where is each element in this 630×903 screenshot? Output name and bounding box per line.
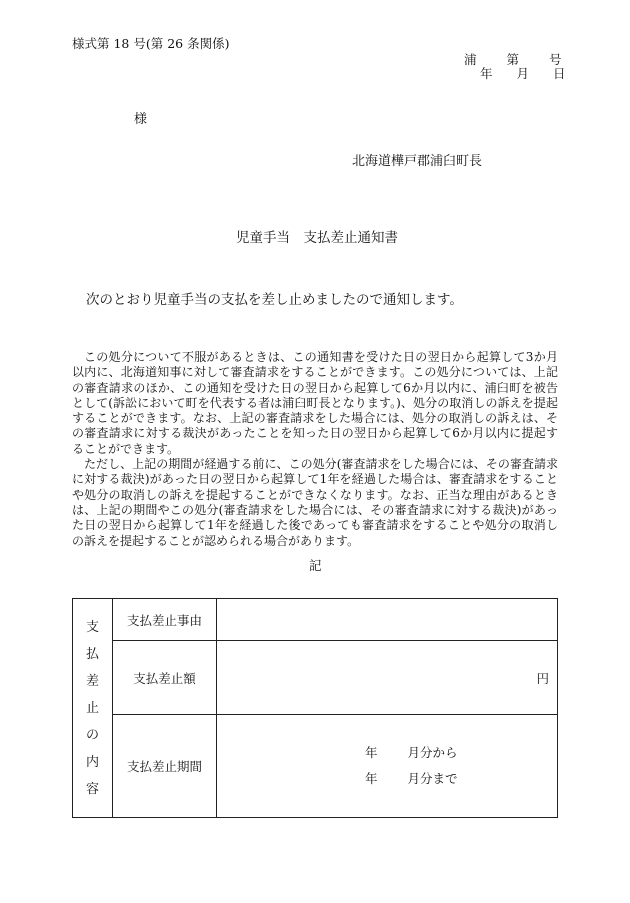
- side-char: 内: [85, 754, 99, 770]
- document-date: [480, 64, 566, 82]
- doc-number-dai: 第: [506, 52, 520, 67]
- document-title: 児童手当 支払差止通知書: [236, 230, 398, 246]
- suspension-details-table: [72, 598, 558, 818]
- yen-unit: 円: [536, 670, 549, 686]
- period-row: [73, 715, 558, 818]
- side-char: 止: [85, 700, 99, 716]
- side-char: の: [85, 727, 99, 743]
- form-number: 様式第 18 号(第 26 条関係): [72, 36, 230, 51]
- date-month: 月: [516, 66, 530, 81]
- issuer: 北海道樺戸郡浦臼町長: [352, 154, 483, 169]
- side-char: 払: [85, 646, 99, 662]
- reason-label: 支払差止事由: [113, 599, 217, 641]
- side-label-cell: [73, 599, 113, 818]
- period-to: 年 月分まで: [365, 771, 458, 786]
- notice-paragraph-2: ただし、上記の期間が経過する前に、この処分(審査請求をした場合には、その審査請求に対する裁決)があった日の翌日から起算して1年を経過した場合は、審査請求をすることや処分の取消しの訴えを提起することができなくなります。なお、正当な理由があるときは、上記の期間やこの処分(審査請求をした場合には、その審査請求に対する裁決)があった日の翌日から起算して1年を経過した後であっても審査請求をすることや処分の取消しの訴えを提起することが認められる場合があります。: [72, 457, 558, 548]
- reason-value[interactable]: [217, 599, 558, 641]
- date-day: 日: [553, 66, 566, 81]
- side-char: 支: [85, 619, 99, 635]
- doc-number-go: 号: [549, 52, 562, 67]
- reason-row: [73, 599, 558, 641]
- amount-value[interactable]: [217, 641, 558, 715]
- intro-text: 次のとおり児童手当の支払を差し止めましたので通知します。: [86, 292, 463, 308]
- date-year: 年: [480, 66, 493, 81]
- amount-row: [73, 641, 558, 715]
- doc-number-prefix: 浦: [464, 52, 477, 67]
- period-from: 年 月分から: [365, 745, 458, 760]
- side-char: 差: [85, 673, 99, 689]
- appeal-notice: [72, 350, 558, 549]
- notice-paragraph-1: この処分について不服があるときは、この通知書を受けた日の翌日から起算して3か月以内に、北海道知事に対して審査請求をすることができます。この処分については、上記の審査請求のほか、この通知を受けた日の翌日から起算して6か月以内に、浦臼町を被告として(訴訟において町を代表する者は浦臼町長となります。)、処分の取消しの訴えを提起することができます。なお、上記の審査請求をした場合には、処分の取消しの訴えは、その審査請求に対する裁決があったことを知った日の翌日から起算して6か月以内に提起することができます。: [72, 350, 558, 456]
- side-char: 容: [85, 781, 99, 797]
- period-label: 支払差止期間: [113, 715, 217, 818]
- amount-label: 支払差止額: [113, 641, 217, 715]
- period-value[interactable]: [217, 715, 558, 818]
- ki-heading: 記: [309, 558, 322, 573]
- recipient-suffix: 様: [134, 112, 148, 127]
